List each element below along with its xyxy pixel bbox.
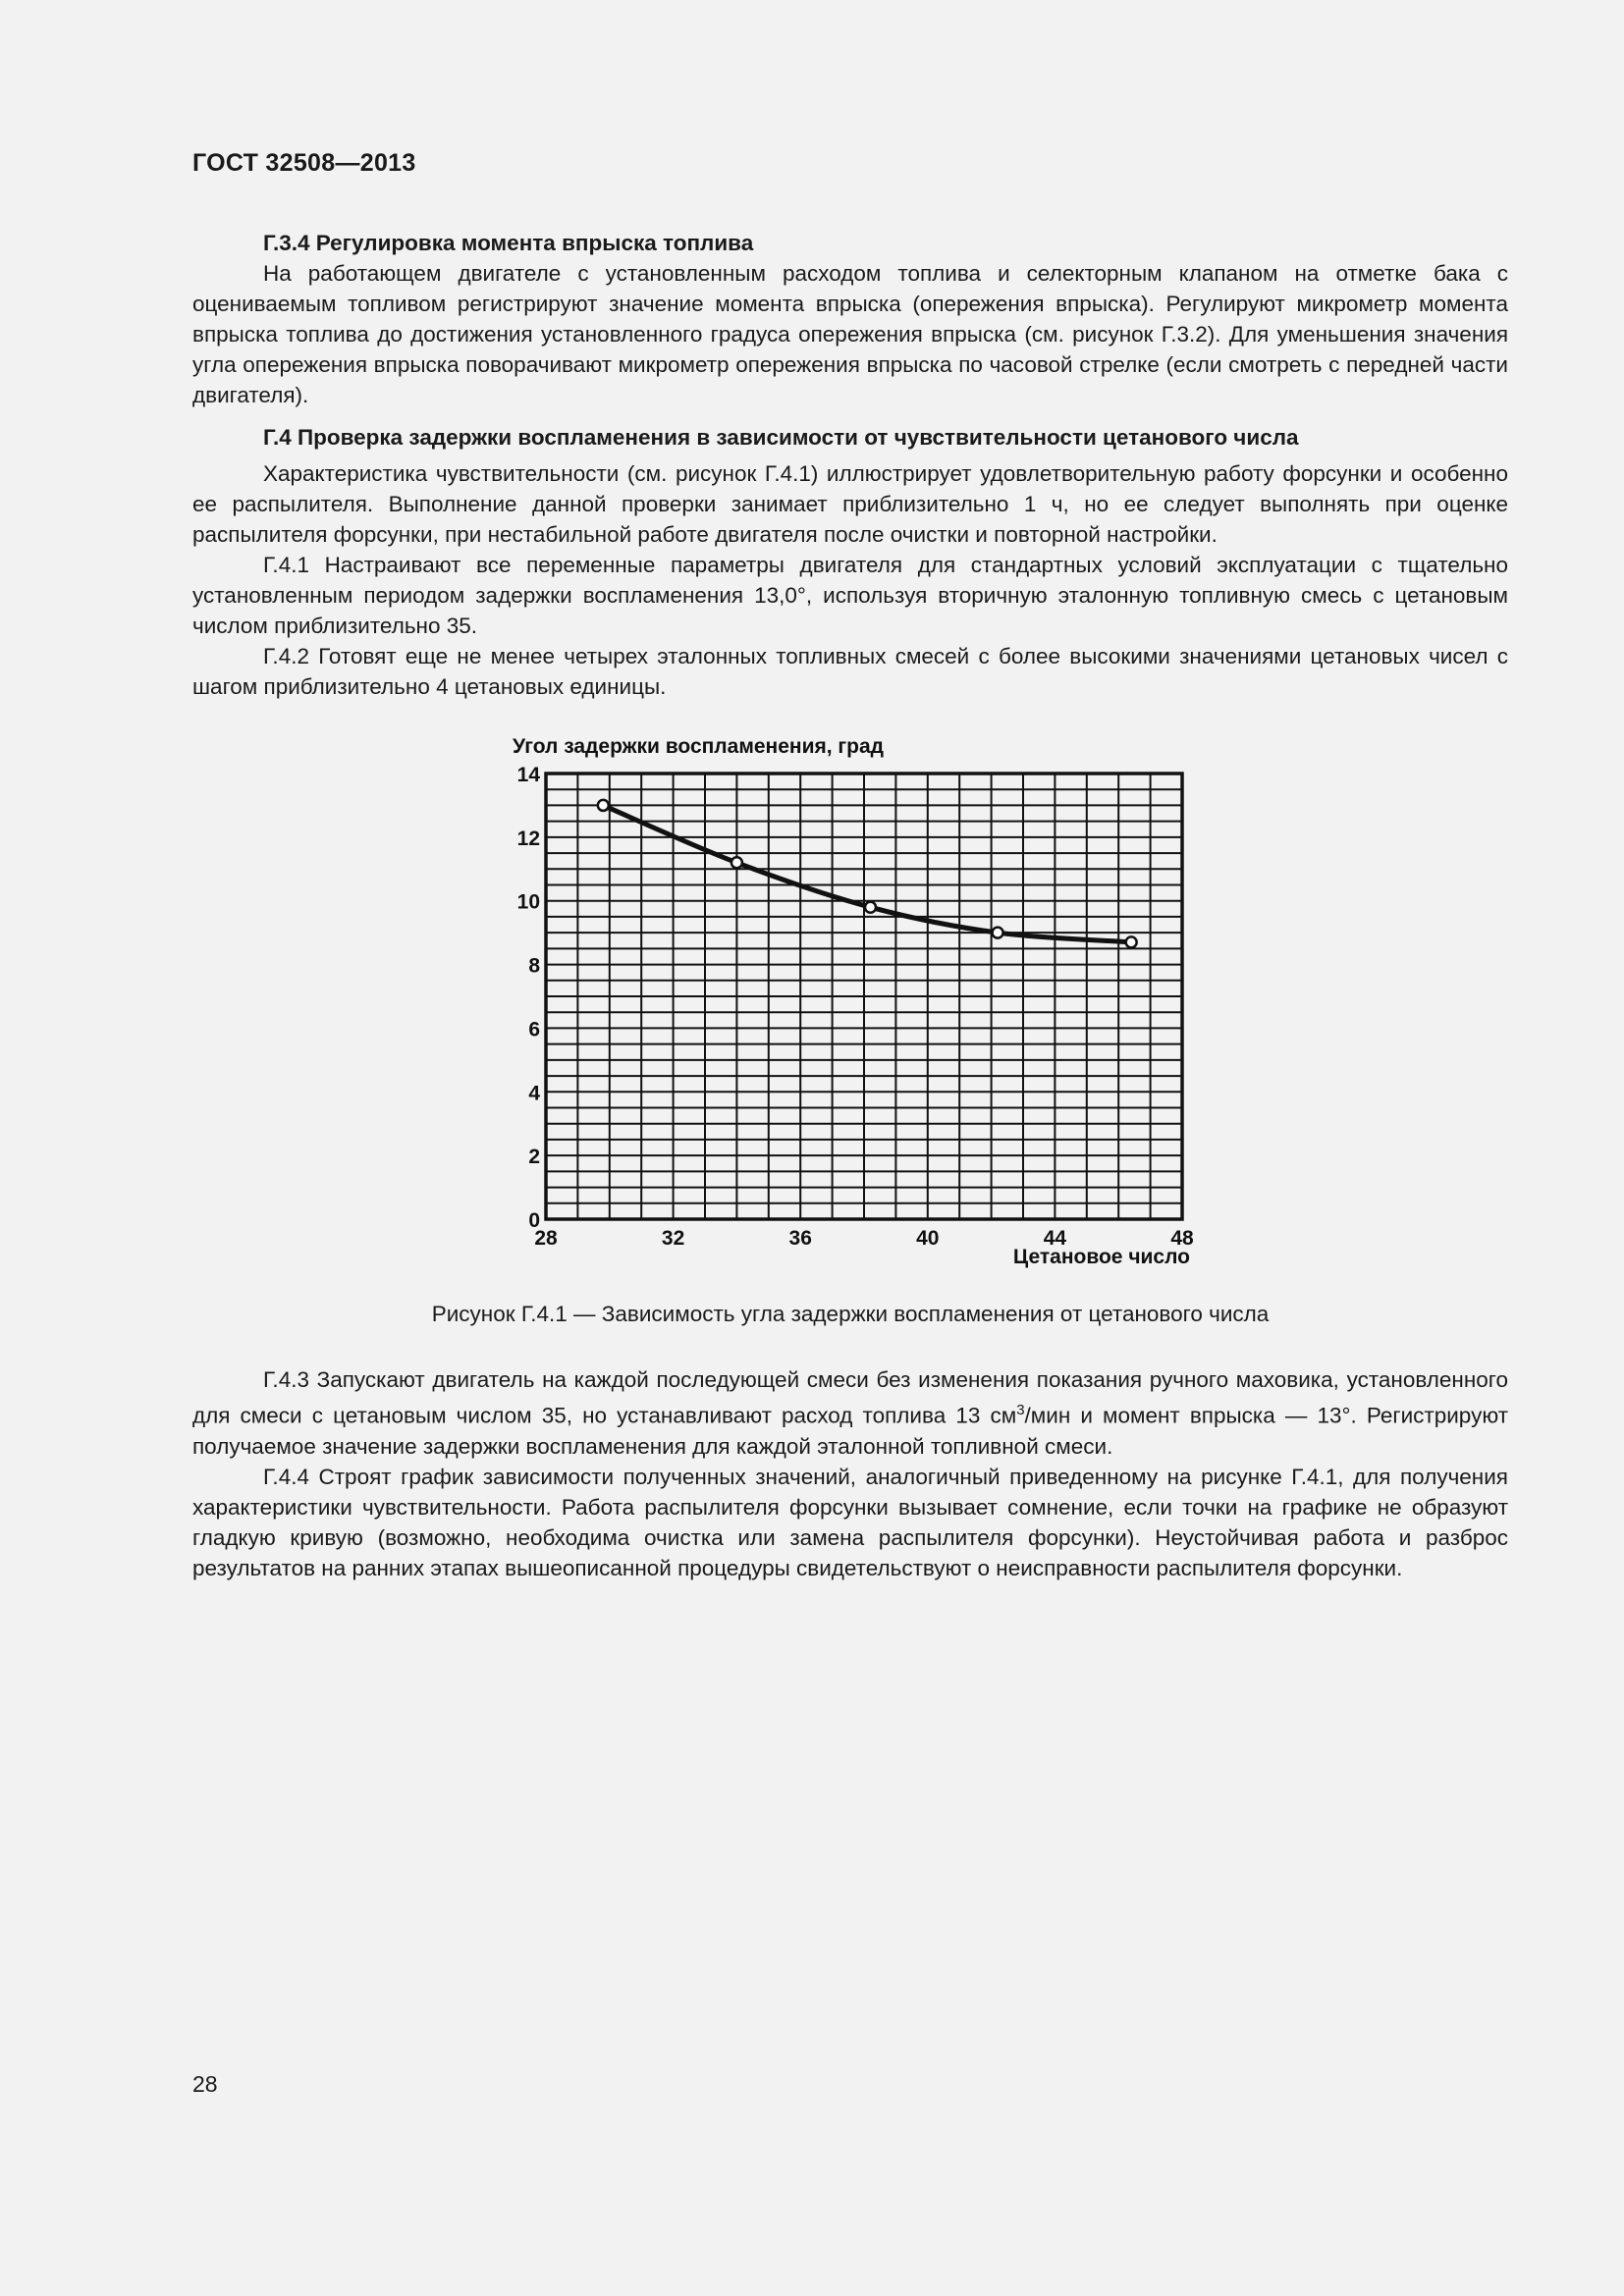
paragraph-g43-part2: /мин и момент впрыска — 13°. Регистрируют получаемое значение задержки воспламенения для каждой эталонной топливной смеси. <box>192 1403 1509 1459</box>
x-tick-label: 36 <box>788 1227 812 1250</box>
y-tick-label: 0 <box>528 1209 540 1232</box>
y-tick-label: 2 <box>528 1146 540 1169</box>
y-axis-label: Угол задержки воспламенения, град <box>513 735 884 758</box>
data-point <box>865 902 876 913</box>
y-tick-label: 12 <box>516 827 540 850</box>
x-axis-label: Цетановое число <box>1012 1246 1190 1268</box>
page-number: 28 <box>192 2071 218 2097</box>
figure-caption: Рисунок Г.4.1 — Зависимость угла задержки воспламенения от цетанового числа <box>431 1302 1270 1326</box>
paragraph-g42: Г.4.2 Готовят еще не менее четырех эталонных топливных смесей с более высокими значениями цетановых чисел с шагом приблизительно 4 цетановых единицы. <box>192 644 1508 699</box>
document-code-header: ГОСТ 32508—2013 <box>192 149 416 177</box>
data-point <box>1126 936 1137 947</box>
paragraph-g41: Г.4.1 Настраивают все переменные параметры двигателя для стандартных условий эксплуатации с тщательно установленным периодом задержки воспламенения 13,0°, используя вторичную эталонную топливную смесь с цетановым числом приблизительно 35. <box>192 553 1508 638</box>
paragraph-g43-part1: Г.4.3 Запускают двигатель на каждой последующей смеси без изменения показания ручного маховика, установленного для смеси с цетановым числом 35, но устанавливают расход топлива 13 см <box>192 1367 1508 1428</box>
y-tick-label: 6 <box>528 1018 540 1041</box>
y-tick-label: 14 <box>516 764 540 786</box>
x-tick-label: 32 <box>661 1227 685 1250</box>
data-point <box>993 928 1003 938</box>
paragraph-g44: Г.4.4 Строят график зависимости полученных значений, аналогичный приведенному на рисунке Г.4.1, для получения характеристики чувствительности. Работа распылителя форсунки вызывает сомнение, если точки на графике не образуют гладкую кривую (возможно, необходима очистка или замена распылителя форсунки). Неустойчивая работа и разброс результатов на ранних этапах вышеописанной процедуры свидетельствуют о неисправности распылителя форсунки. <box>192 1464 1508 1580</box>
x-tick-label: 28 <box>534 1227 558 1250</box>
section-g43-g44 <box>192 1364 1508 1583</box>
paragraph-g34: На работающем двигателе с установленным расходом топлива и селекторным клапаном на отметке бака с оцениваемым топливом регистрируют значение момента впрыска (опережения впрыска). Регулируют микрометр момента впрыска топлива до достижения установленного градуса опережения впрыска (см. рисунок Г.3.2). Для уменьшения значения угла опережения впрыска поворачивают микрометр опережения впрыска по часовой стрелке (если смотреть с передней части двигателя). <box>192 261 1508 407</box>
section-g34 <box>192 228 1508 410</box>
x-tick-label: 40 <box>916 1227 940 1250</box>
y-tick-label: 4 <box>528 1082 540 1105</box>
chart-grid <box>546 774 1182 1219</box>
y-tick-label: 10 <box>516 890 540 914</box>
paragraph-g4: Характеристика чувствительности (см. рисунок Г.4.1) иллюстрирует удовлетворительную работу форсунки и особенно ее распылителя. Выполнение данной проверки занимает приблизительно 1 ч, но ее следует выполнять при оценке распылителя форсунки, при нестабильной работе двигателя после очистки и повторной настройки. <box>192 461 1508 547</box>
chart-svg <box>491 726 1218 1276</box>
section-heading-g34: Г.3.4 Регулировка момента впрыска топлива <box>263 231 754 255</box>
paragraph-g43 <box>192 1364 1508 1462</box>
x-tick-label: 48 <box>1170 1227 1194 1250</box>
data-point <box>731 857 742 868</box>
section-g4 <box>192 422 1508 702</box>
x-tick-label: 44 <box>1043 1227 1067 1250</box>
data-point <box>598 800 609 811</box>
series-line <box>603 805 1131 941</box>
section-heading-g4: Г.4 Проверка задержки воспламенения в зависимости от чувствительности цетанового числа <box>263 425 1299 450</box>
y-tick-label: 8 <box>528 954 540 978</box>
figure-g41-chart <box>491 726 1218 1276</box>
superscript-3: 3 <box>1016 1402 1025 1418</box>
